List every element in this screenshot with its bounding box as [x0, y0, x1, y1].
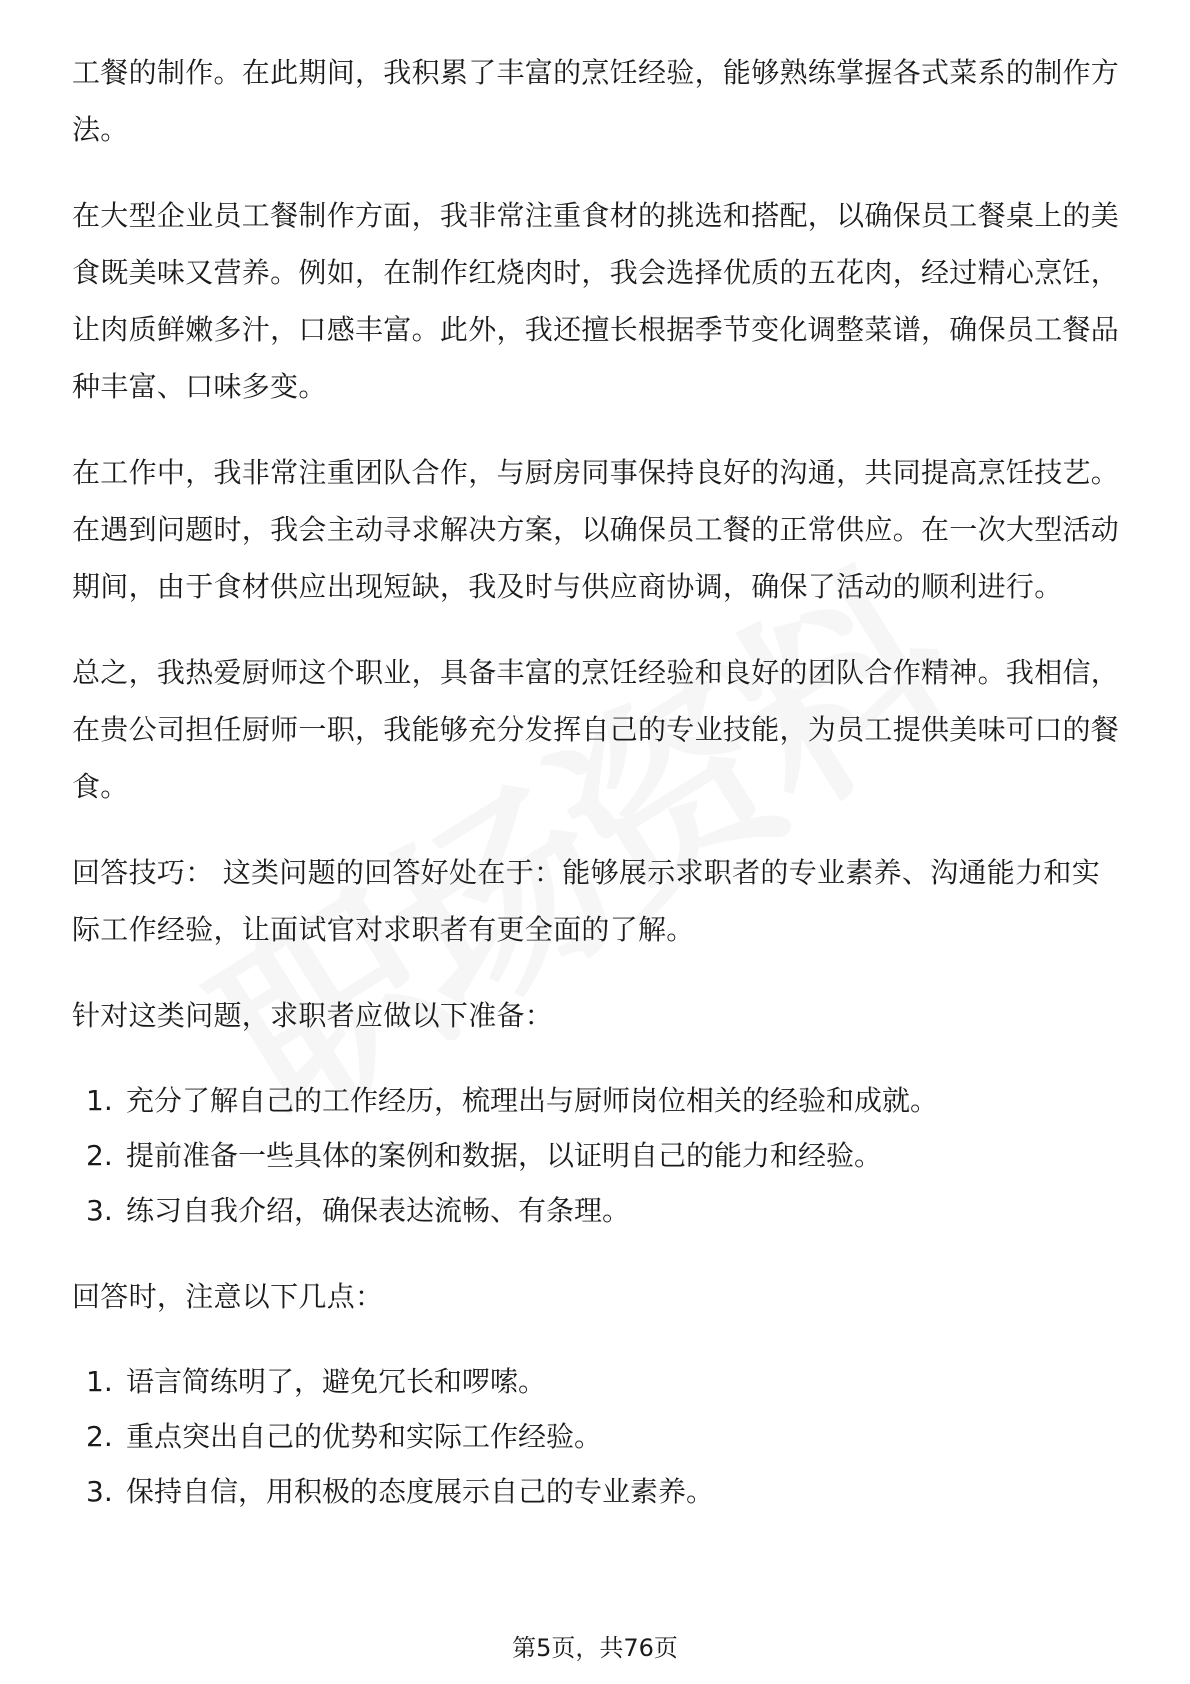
list-item	[72, 1183, 1122, 1238]
list-item	[72, 1464, 1122, 1519]
notes-list	[72, 1354, 1122, 1519]
paragraph-notes-heading: 回答时，注意以下几点：	[72, 1280, 384, 1313]
list-item-text: 语言简练明了，避免冗长和啰嗦。	[126, 1365, 547, 1398]
paragraph-conclusion: 总之，我热爱厨师这个职业，具备丰富的烹饪经验和良好的团队合作精神。我相信，在贵公司担任厨师一职，我能够充分发挥自己的专业技能，为员工提供美味可口的餐食。	[72, 656, 1120, 803]
document-body	[72, 44, 1122, 1549]
list-item-text: 重点突出自己的优势和实际工作经验。	[126, 1420, 603, 1453]
prep-list	[72, 1073, 1122, 1238]
page-number-footer: 第5页，共76页	[512, 1634, 678, 1662]
list-item-number: 2.	[86, 1139, 113, 1172]
paragraph-teamwork: 在工作中，我非常注重团队合作，与厨房同事保持良好的沟通，共同提高烹饪技艺。在遇到问题时，我会主动寻求解决方案，以确保员工餐的正常供应。在一次大型活动期间，由于食材供应出现短缺，我及时与供应商协调，确保了活动的顺利进行。	[72, 456, 1120, 603]
list-item-text: 提前准备一些具体的案例和数据，以证明自己的能力和经验。	[126, 1139, 883, 1172]
list-item-text: 保持自信，用积极的态度展示自己的专业素养。	[126, 1475, 715, 1508]
list-item-number: 2.	[86, 1420, 113, 1453]
list-item-number: 3.	[86, 1475, 113, 1508]
list-item	[72, 1128, 1122, 1183]
list-item-text: 练习自我介绍，确保表达流畅、有条理。	[126, 1194, 631, 1227]
paragraph-prep-heading: 针对这类问题，求职者应做以下准备：	[72, 999, 554, 1032]
list-item-number: 1.	[86, 1365, 113, 1398]
list-item	[72, 1073, 1122, 1128]
paragraph-intro-continued: 工餐的制作。在此期间，我积累了丰富的烹饪经验，能够熟练掌握各式菜系的制作方法。	[72, 56, 1120, 146]
list-item-number: 1.	[86, 1084, 113, 1117]
list-item	[72, 1354, 1122, 1409]
list-item	[72, 1409, 1122, 1464]
paragraph-staff-meals: 在大型企业员工餐制作方面，我非常注重食材的挑选和搭配，以确保员工餐桌上的美食既美味又营养。例如，在制作红烧肉时，我会选择优质的五花肉，经过精心烹饪，让肉质鲜嫩多汁，口感丰富。此外，我还擅长根据季节变化调整菜谱，确保员工餐品种丰富、口味多变。	[72, 199, 1120, 403]
list-item-number: 3.	[86, 1194, 113, 1227]
paragraph-answer-tips: 回答技巧： 这类问题的回答好处在于：能够展示求职者的专业素养、沟通能力和实际工作经验，让面试官对求职者有更全面的了解。	[72, 856, 1101, 946]
list-item-text: 充分了解自己的工作经历，梳理出与厨师岗位相关的经验和成就。	[126, 1084, 939, 1117]
